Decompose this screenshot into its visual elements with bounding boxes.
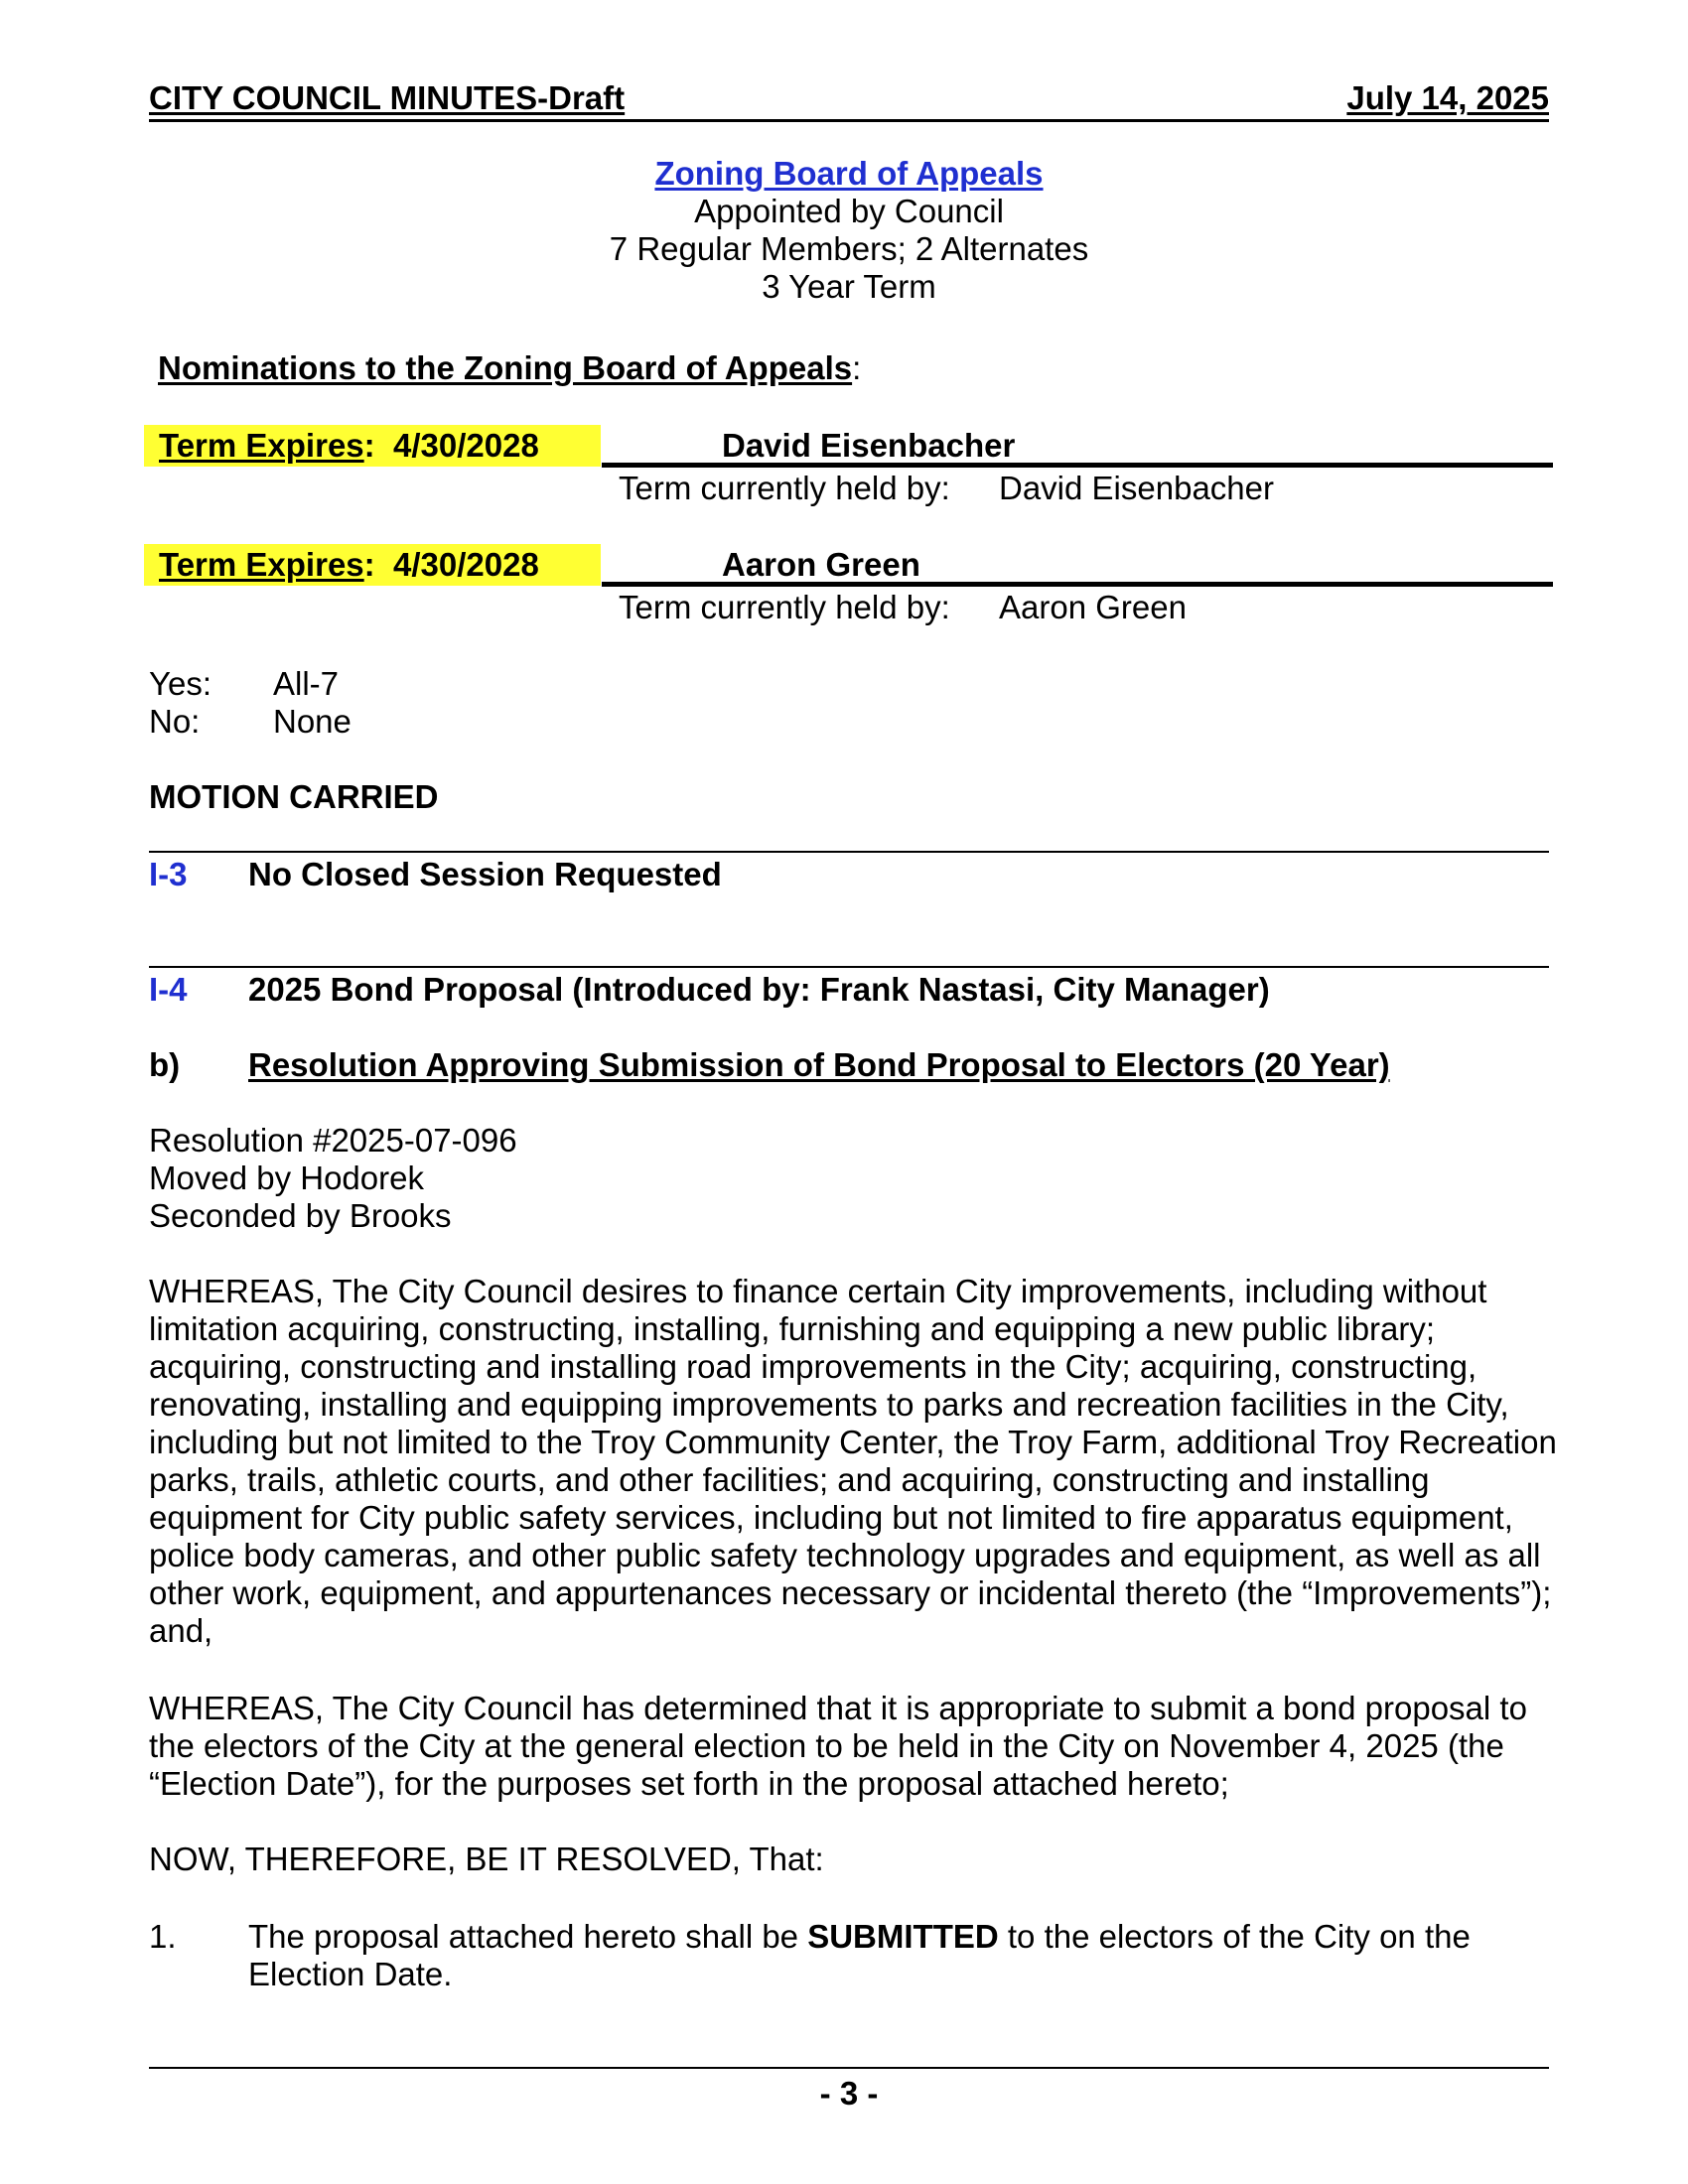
- item-number: I-3: [149, 856, 188, 892]
- term-expires-label: Term Expires: 4/30/2028: [159, 427, 539, 464]
- clause-text: The proposal attached hereto shall be SUBMITTED to the electors of the City on the Election Date.: [248, 1918, 1471, 1992]
- page-number: - 3 -: [819, 2075, 879, 2112]
- vote-no-label: No:: [149, 703, 201, 740]
- held-by-name: David Eisenbacher: [999, 470, 1274, 506]
- board-term: 3 Year Term: [762, 268, 936, 305]
- page-header: [149, 79, 1549, 122]
- nominee-name: Aaron Green: [722, 546, 920, 583]
- clause-number: 1.: [149, 1918, 177, 1955]
- resolved-statement: NOW, THEREFORE, BE IT RESOLVED, That:: [149, 1841, 824, 1877]
- section-divider: [149, 966, 1549, 968]
- nominee-underline: [602, 582, 1553, 587]
- section-divider: [149, 851, 1549, 853]
- board-info: [149, 155, 1549, 306]
- nominee-underline: [602, 463, 1553, 468]
- vote-yes-label: Yes:: [149, 665, 212, 702]
- motion-result: MOTION CARRIED: [149, 778, 439, 815]
- item-title: No Closed Session Requested: [248, 856, 722, 892]
- held-by-label: Term currently held by:: [619, 589, 950, 625]
- vote-no-value: None: [273, 703, 352, 740]
- vote-yes-value: All-7: [273, 665, 340, 702]
- footer-divider: [149, 2067, 1549, 2069]
- whereas-paragraph: WHEREAS, The City Council has determined that it is appropriate to submit a bond proposal to the electors of the City at the general election to be held in the City on November 4, 2025 (the “Election Date”), for the purposes set forth in the proposal attached hereto;: [149, 1690, 1527, 1802]
- board-appointed: Appointed by Council: [694, 193, 1004, 229]
- whereas-paragraph: WHEREAS, The City Council desires to finance certain City improvements, including without limitation acquiring, constructing, installing, furnishing and equipping a new public library; acquiring, constructing and installing road improvements in the City; acquiring, constructing, renovating, installing and equipping improvements to parks and recreation facilities in the City, including but not limited to the Troy Community Center, the Troy Farm, additional Troy Recreation parks, trails, athletic courts, and other facilities; and acquiring, constructing and installing equipment for City public safety services, including but not limited to fire apparatus equipment, police body cameras, and other public safety technology upgrades and equipment, as well as all other work, equipment, and appurtenances necessary or incidental thereto (the “Improvements”); and,: [149, 1273, 1557, 1649]
- resolution-seconded: Seconded by Brooks: [149, 1197, 452, 1234]
- board-name-link[interactable]: Zoning Board of Appeals: [654, 155, 1044, 192]
- held-by-name: Aaron Green: [999, 589, 1187, 625]
- held-by-label: Term currently held by:: [619, 470, 950, 506]
- board-members: 7 Regular Members; 2 Alternates: [609, 230, 1089, 267]
- nominations-heading: Nominations to the Zoning Board of Appeals:: [158, 349, 862, 386]
- item-number: I-4: [149, 971, 188, 1008]
- term-expires-label: Term Expires: 4/30/2028: [159, 546, 539, 583]
- subitem-label: b): [149, 1046, 181, 1083]
- header-title: CITY COUNCIL MINUTES-Draft: [149, 79, 626, 116]
- nominee-name: David Eisenbacher: [722, 427, 1016, 464]
- header-date: July 14, 2025: [1346, 79, 1549, 116]
- resolution-number: Resolution #2025-07-096: [149, 1122, 517, 1159]
- subitem-title: Resolution Approving Submission of Bond Proposal to Electors (20 Year): [248, 1046, 1390, 1083]
- item-title: 2025 Bond Proposal (Introduced by: Frank Nastasi, City Manager): [248, 971, 1270, 1008]
- resolution-moved: Moved by Hodorek: [149, 1160, 424, 1196]
